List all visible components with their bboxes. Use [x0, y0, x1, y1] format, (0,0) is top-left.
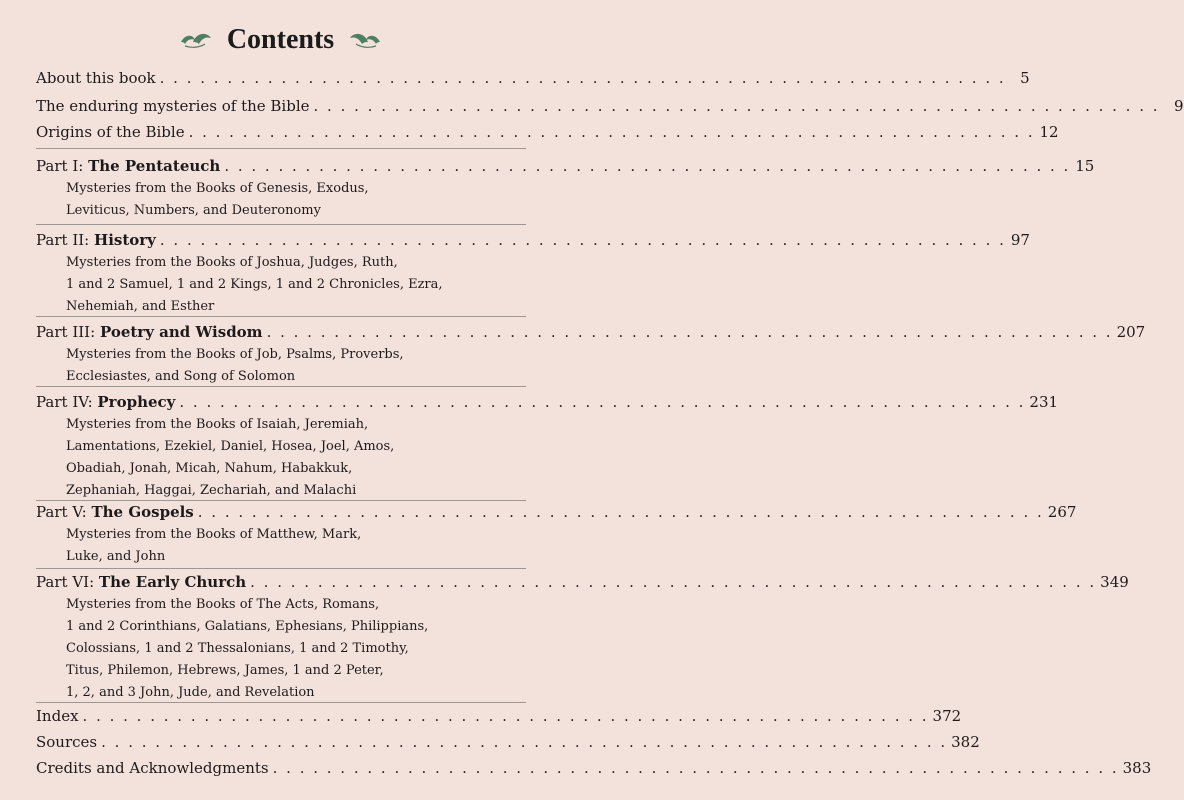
toc-part-label: Part II: History [36, 231, 156, 249]
toc-page-number: 383 [1122, 759, 1152, 777]
part-name: Poetry and Wisdom [99, 323, 263, 341]
toc-entry-index[interactable] [36, 704, 962, 728]
toc-part-4[interactable] [36, 390, 1059, 414]
toc-part-1[interactable] [36, 154, 1095, 178]
toc-part-label: Part VI: The Early Church [36, 573, 247, 591]
leader-dots: . . . . . . . . . . . . . . . . . . . . . . . . . . . . . . . . . . . . . . . . . . . . . . . . . . . . . . . . . . . . . . . [250, 573, 1097, 591]
toc-part-label: Part IV: Prophecy [36, 393, 176, 411]
toc-page-number: 97 [1010, 231, 1030, 249]
toc-page-number: 267 [1047, 503, 1077, 521]
toc-page-number: 382 [951, 733, 980, 751]
leader-dots: . . . . . . . . . . . . . . . . . . . . . . . . . . . . . . . . . . . . . . . . . . . . . . . . . . . . . . . . . . . . . . . [159, 231, 1006, 249]
toc-page-number: 9 [1173, 97, 1184, 115]
section-divider [36, 702, 526, 703]
leader-dots: . . . . . . . . . . . . . . . . . . . . . . . . . . . . . . . . . . . . . . . . . . . . . . . . . . . . . . . . . . . . . . . [188, 123, 1035, 141]
leader-dots: . . . . . . . . . . . . . . . . . . . . . . . . . . . . . . . . . . . . . . . . . . . . . . . . . . . . . . . . . . . . . . . [101, 733, 948, 751]
part-name: The Pentateuch [88, 157, 221, 175]
toc-entry-label: Sources [36, 733, 98, 751]
toc-page-number: 231 [1029, 393, 1059, 411]
part-description: Mysteries from the Books of Isaiah, Jeremiah, Lamentations, Ezekiel, Daniel, Hosea, Joel, Amos, Obadiah, Jonah, Micah, Nahum, Habakkuk, Zephaniah, Haggai, Zechariah, and Malachi [66, 417, 395, 498]
toc-page-number: 5 [1020, 69, 1030, 87]
leader-dots: . . . . . . . . . . . . . . . . . . . . . . . . . . . . . . . . . . . . . . . . . . . . . . . . . . . . . . . . . . . . . . . [272, 759, 1119, 777]
leader-dots: . . . . . . . . . . . . . . . . . . . . . . . . . . . . . . . . . . . . . . . . . . . . . . . . . . . . . . . . . . . . . . . [224, 157, 1071, 175]
part-description: Mysteries from the Books of Matthew, Mark, Luke, and John [66, 527, 362, 564]
toc-entry-credits[interactable] [36, 756, 1152, 780]
toc-entry-enduring-mysteries[interactable] [36, 94, 1184, 118]
toc-entry-label: The enduring mysteries of the Bible [36, 97, 310, 115]
page-title: Contents [226, 24, 335, 55]
leader-dots: . . . . . . . . . . . . . . . . . . . . . . . . . . . . . . . . . . . . . . . . . . . . . . . . . . . . . . . . . . . . . . . [266, 323, 1113, 341]
toc-page-number: 15 [1075, 157, 1095, 175]
section-divider [36, 568, 526, 569]
toc-part-label: Part V: The Gospels [36, 503, 194, 521]
part-description: Mysteries from the Books of Job, Psalms, Proverbs, Ecclesiastes, and Song of Solomon [66, 347, 404, 384]
toc-part-label: Part I: The Pentateuch [36, 157, 221, 175]
toc-entry-about[interactable] [36, 66, 1030, 90]
part-description: Mysteries from the Books of The Acts, Romans, 1 and 2 Corinthians, Galatians, Ephesians, Philippians, Colossians, 1 and 2 Thessalonians, 1 and 2 Timothy, Titus, Philemon, Hebrews, James, 1 and 2 Peter, 1, 2, and 3 John, Jude, and Revelation [66, 597, 429, 700]
toc-entry-sources[interactable] [36, 730, 980, 754]
toc-part-5[interactable] [36, 500, 1077, 524]
part-name: The Early Church [98, 573, 247, 591]
toc-page-number: 349 [1100, 573, 1129, 591]
section-divider [36, 386, 526, 387]
toc-part-3[interactable] [36, 320, 1146, 344]
part-description: Mysteries from the Books of Joshua, Judges, Ruth, 1 and 2 Samuel, 1 and 2 Kings, 1 and 2 Chronicles, Ezra, Nehemiah, and Esther [66, 255, 443, 314]
toc-part-6[interactable] [36, 570, 1129, 594]
toc-entry-label: Index [36, 707, 79, 725]
toc-entry-label: Origins of the Bible [36, 123, 185, 141]
leaf-ornament-right-icon [348, 30, 382, 50]
toc-part-label: Part III: Poetry and Wisdom [36, 323, 263, 341]
toc-entry-label: Credits and Acknowledgments [36, 759, 269, 777]
leader-dots: . . . . . . . . . . . . . . . . . . . . . . . . . . . . . . . . . . . . . . . . . . . . . . . . . . . . . . . . . . . . . . . [197, 503, 1044, 521]
toc-page-number: 12 [1039, 123, 1059, 141]
toc-entry-origins[interactable] [36, 120, 1059, 144]
leader-dots: . . . . . . . . . . . . . . . . . . . . . . . . . . . . . . . . . . . . . . . . . . . . . . . . . . . . . . . . . . . . . . . [179, 393, 1026, 411]
leader-dots: . . . . . . . . . . . . . . . . . . . . . . . . . . . . . . . . . . . . . . . . . . . . . . . . . . . . . . . . . . . . . . . [159, 69, 1006, 87]
leader-dots: . . . . . . . . . . . . . . . . . . . . . . . . . . . . . . . . . . . . . . . . . . . . . . . . . . . . . . . . . . . . . . . [313, 97, 1160, 115]
contents-heading [0, 24, 561, 56]
leaf-ornament-left-icon [179, 30, 213, 50]
part-name: History [94, 231, 156, 249]
section-divider [36, 148, 526, 149]
part-name: Prophecy [97, 393, 176, 411]
leader-dots: . . . . . . . . . . . . . . . . . . . . . . . . . . . . . . . . . . . . . . . . . . . . . . . . . . . . . . . . . . . . . . . [82, 707, 929, 725]
toc-part-2[interactable] [36, 228, 1030, 252]
section-divider [36, 224, 526, 225]
toc-page-number: 372 [932, 707, 962, 725]
part-name: The Gospels [91, 503, 194, 521]
section-divider [36, 316, 526, 317]
part-description: Mysteries from the Books of Genesis, Exodus, Leviticus, Numbers, and Deuteronomy [66, 181, 369, 218]
toc-entry-label: About this book [36, 69, 156, 87]
toc-page-number: 207 [1116, 323, 1146, 341]
